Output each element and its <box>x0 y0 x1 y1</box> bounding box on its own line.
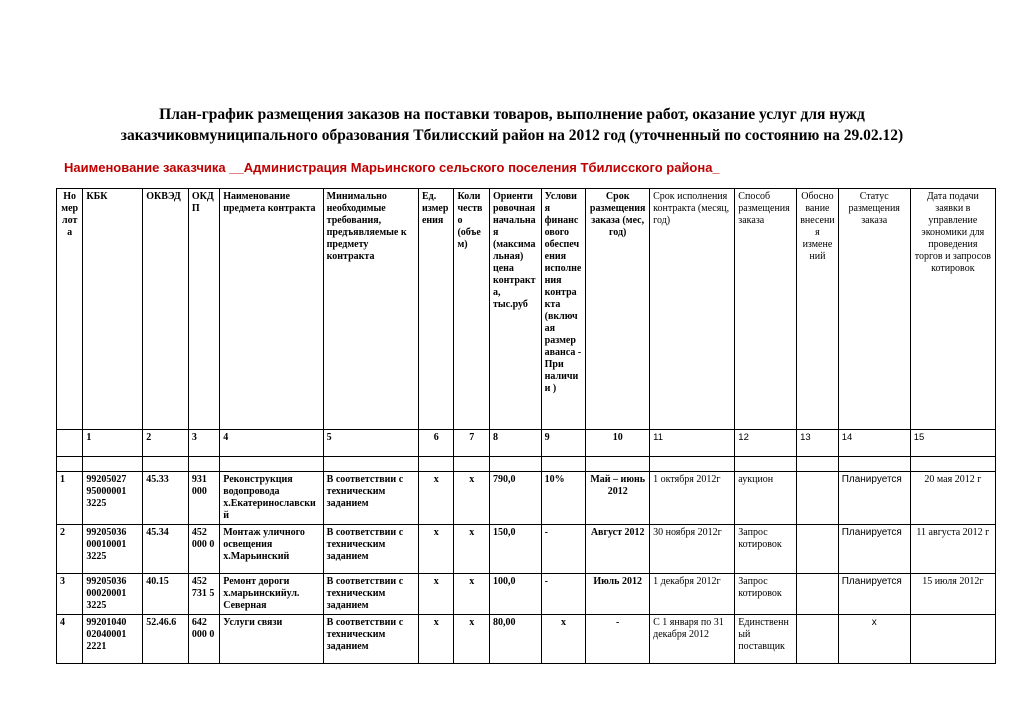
col-num: 1 <box>83 430 143 457</box>
cell-status: Планируется <box>838 574 910 615</box>
header-execution-period: Срок исполнения контракта (месяц, год) <box>650 189 735 430</box>
col-num: 15 <box>910 430 995 457</box>
header-row <box>57 189 996 430</box>
spacer-row <box>57 457 996 472</box>
cell-okdp: 452 731 5 <box>188 574 219 615</box>
cell-requirements: В соответствии с техническим заданием <box>323 615 418 664</box>
cell-unit: х <box>418 574 453 615</box>
cell-kbk: 99201040 02040001 2221 <box>83 615 143 664</box>
header-quantity: Количество (объем) <box>454 189 489 430</box>
col-num: 2 <box>143 430 189 457</box>
cell-kbk: 99205027 95000001 3225 <box>83 472 143 525</box>
cell-reason <box>797 615 839 664</box>
cell-placement-period: - <box>586 615 650 664</box>
cell-status: Планируется <box>838 472 910 525</box>
cell-method: Запрос котировок <box>735 525 797 574</box>
cell-method: Запрос котировок <box>735 574 797 615</box>
column-number-row <box>57 430 996 457</box>
header-financing: Условия финансового обеспечения исполнения контракта (включая размер аванса - При наличии ) <box>541 189 586 430</box>
col-num: 4 <box>220 430 323 457</box>
cell-quantity: х <box>454 574 489 615</box>
table-row <box>57 472 996 525</box>
cell-submission-date: 15 июля 2012г <box>910 574 995 615</box>
cell-placement-period: Май – июнь 2012 <box>586 472 650 525</box>
customer-name: Наименование заказчика __Администрация Марьинского сельского поселения Тбилисского района_ <box>64 160 720 175</box>
header-kbk: КБК <box>83 189 143 430</box>
cell-subject: Реконструкция водопровода х.Екатеринославский <box>220 472 323 525</box>
cell-reason <box>797 574 839 615</box>
cell-requirements: В соответствии с техническим заданием <box>323 472 418 525</box>
cell-unit: х <box>418 525 453 574</box>
col-num: 14 <box>838 430 910 457</box>
procurement-table <box>56 188 996 664</box>
table-row <box>57 574 996 615</box>
header-lot: Номер лота <box>57 189 83 430</box>
cell-okdp: 642 000 0 <box>188 615 219 664</box>
cell-lot: 3 <box>57 574 83 615</box>
col-num: 6 <box>418 430 453 457</box>
cell-subject: Ремонт дороги х.марьинскийул. Северная <box>220 574 323 615</box>
col-num: 10 <box>586 430 650 457</box>
cell-method: Единственный поставщик <box>735 615 797 664</box>
header-price: Ориентировочная начальная (максимальная) цена контракта, тыс.руб <box>489 189 541 430</box>
cell-reason <box>797 472 839 525</box>
header-placement-period: Срок размещения заказа (мес, год) <box>586 189 650 430</box>
page-title <box>40 104 984 146</box>
col-num <box>57 430 83 457</box>
col-num: 3 <box>188 430 219 457</box>
header-requirements: Минимально необходимые требования, предъявляемые к предмету контракта <box>323 189 418 430</box>
cell-requirements: В соответствии с техническим заданием <box>323 574 418 615</box>
cell-kbk: 99205036 00020001 3225 <box>83 574 143 615</box>
cell-okved: 45.33 <box>143 472 189 525</box>
cell-subject: Монтаж уличного освещения х.Марьинский <box>220 525 323 574</box>
cell-quantity: х <box>454 472 489 525</box>
title-line-1: План-график размещения заказов на поставки товаров, выполнение работ, оказание услуг для нужд <box>159 106 865 123</box>
cell-price: 100,0 <box>489 574 541 615</box>
header-method: Способ размещения заказа <box>735 189 797 430</box>
col-num: 11 <box>650 430 735 457</box>
cell-execution-period: 1 декабря 2012г <box>650 574 735 615</box>
cell-lot: 1 <box>57 472 83 525</box>
title-line-2: заказчиковмуниципального образования Тбилисский район на 2012 год (уточненный по состоянию на 29.02.12) <box>120 127 904 144</box>
col-num: 9 <box>541 430 586 457</box>
table-row <box>57 525 996 574</box>
header-unit: Ед. измерения <box>418 189 453 430</box>
header-status: Статус размещения заказа <box>838 189 910 430</box>
cell-kbk: 99205036 00010001 3225 <box>83 525 143 574</box>
col-num: 13 <box>797 430 839 457</box>
cell-placement-period: Июль 2012 <box>586 574 650 615</box>
cell-reason <box>797 525 839 574</box>
cell-okved: 52.46.6 <box>143 615 189 664</box>
cell-quantity: х <box>454 615 489 664</box>
header-okved: ОКВЭД <box>143 189 189 430</box>
col-num: 8 <box>489 430 541 457</box>
cell-status: Планируется <box>838 525 910 574</box>
table-row <box>57 615 996 664</box>
header-okdp: ОКДП <box>188 189 219 430</box>
cell-okdp: 452 000 0 <box>188 525 219 574</box>
cell-method: аукцион <box>735 472 797 525</box>
cell-status: х <box>838 615 910 664</box>
cell-price: 790,0 <box>489 472 541 525</box>
cell-submission-date <box>910 615 995 664</box>
cell-unit: х <box>418 615 453 664</box>
header-submission-date: Дата подачи заявки в управление экономики для проведения торгов и запросов котировок <box>910 189 995 430</box>
cell-submission-date: 11 августа 2012 г <box>910 525 995 574</box>
cell-price: 150,0 <box>489 525 541 574</box>
cell-subject: Услуги связи <box>220 615 323 664</box>
header-subject: Наименование предмета контракта <box>220 189 323 430</box>
header-reason: Обоснование внесения изменений <box>797 189 839 430</box>
cell-lot: 2 <box>57 525 83 574</box>
cell-execution-period: 30 ноября 2012г <box>650 525 735 574</box>
cell-okved: 45.34 <box>143 525 189 574</box>
col-num: 7 <box>454 430 489 457</box>
cell-financing: 10% <box>541 472 586 525</box>
cell-financing: - <box>541 525 586 574</box>
cell-submission-date: 20 мая 2012 г <box>910 472 995 525</box>
cell-okved: 40.15 <box>143 574 189 615</box>
cell-price: 80,00 <box>489 615 541 664</box>
cell-unit: х <box>418 472 453 525</box>
cell-financing: - <box>541 574 586 615</box>
col-num: 5 <box>323 430 418 457</box>
cell-requirements: В соответствии с техническим заданием <box>323 525 418 574</box>
cell-financing: х <box>541 615 586 664</box>
cell-quantity: х <box>454 525 489 574</box>
cell-execution-period: 1 октября 2012г <box>650 472 735 525</box>
cell-lot: 4 <box>57 615 83 664</box>
cell-okdp: 931 000 <box>188 472 219 525</box>
col-num: 12 <box>735 430 797 457</box>
cell-placement-period: Август 2012 <box>586 525 650 574</box>
cell-execution-period: С 1 января по 31 декабря 2012 <box>650 615 735 664</box>
